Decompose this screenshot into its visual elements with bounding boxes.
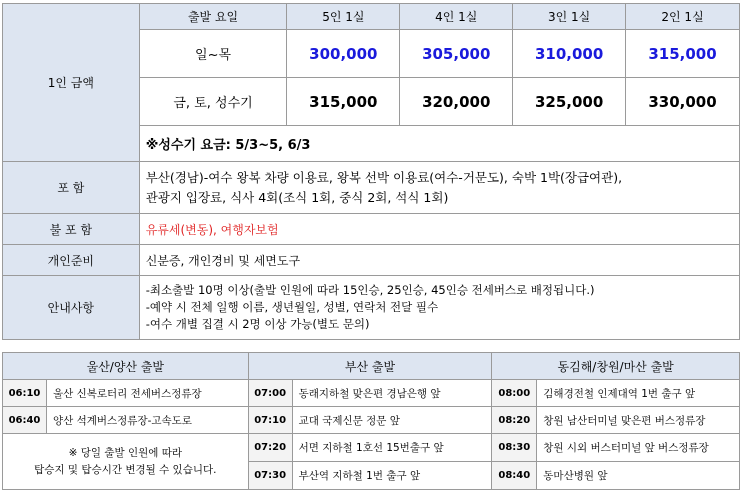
price-cell: 300,000 — [287, 30, 400, 78]
price-cell: 330,000 — [626, 78, 740, 126]
busan-departure-title: 부산 출발 — [248, 353, 492, 380]
notice-text — [139, 276, 739, 340]
personal-prep-label: 개인준비 — [3, 245, 140, 276]
departure-time: 08:40 — [492, 462, 537, 490]
departure-time: 08:00 — [492, 380, 537, 407]
notice-label: 안내사항 — [3, 276, 140, 340]
price-cell: 315,000 — [287, 78, 400, 126]
per-person-label: 1인 금액 — [3, 4, 140, 162]
departure-time: 06:10 — [3, 380, 47, 407]
departure-time: 07:30 — [248, 462, 292, 490]
departure-place: 동래지하철 맞은편 경남은행 앞 — [292, 380, 492, 407]
departure-time: 08:30 — [492, 434, 537, 462]
departure-place: 창원 남산터미널 맞은편 버스정류장 — [537, 407, 740, 434]
departure-time: 07:00 — [248, 380, 292, 407]
peak-season-note: ※성수기 요금: 5/3~5, 6/3 — [139, 126, 739, 162]
price-cell: 305,000 — [400, 30, 513, 78]
excluded-text: 유류세(변동), 여행자보험 — [139, 214, 739, 245]
departure-place: 교대 국제신문 정문 앞 — [292, 407, 492, 434]
departure-time: 07:20 — [248, 434, 292, 462]
price-cell: 325,000 — [513, 78, 626, 126]
gimhae-departure-title: 동김해/창원/마산 출발 — [492, 353, 740, 380]
departure-change-note — [3, 434, 249, 490]
notice-line: -예약 시 전체 일행 이름, 생년월일, 성별, 연락처 전달 필수 — [145, 300, 439, 314]
departure-time: 06:40 — [3, 407, 47, 434]
price-cell: 315,000 — [626, 30, 740, 78]
ulsan-departure-title: 울산/양산 출발 — [3, 353, 249, 380]
departure-time: 08:20 — [492, 407, 537, 434]
excluded-label: 불 포 함 — [3, 214, 140, 245]
included-line: 관광지 입장료, 식사 4회(조식 1회, 중식 2회, 석식 1회) — [145, 189, 449, 205]
departure-place: 양산 석계버스정류장-고속도로 — [46, 407, 248, 434]
departure-place: 부산역 지하철 1번 출구 앞 — [292, 462, 492, 490]
departure-place: 동마산병원 앞 — [537, 462, 740, 490]
departure-place: 김해경전철 인제대역 1번 출구 앞 — [537, 380, 740, 407]
departure-table — [2, 352, 740, 490]
room-header: 2인 1실 — [626, 4, 740, 30]
room-header: 5인 1실 — [287, 4, 400, 30]
room-header: 3인 1실 — [513, 4, 626, 30]
included-text — [139, 162, 739, 214]
price-cell: 320,000 — [400, 78, 513, 126]
room-header: 4인 1실 — [400, 4, 513, 30]
price-cell: 310,000 — [513, 30, 626, 78]
departure-day-header: 출발 요일 — [139, 4, 287, 30]
note-line: ※ 당일 출발 인원에 따라 — [68, 446, 183, 459]
notice-line: -여수 개별 집결 시 2명 이상 가능(별도 문의) — [145, 317, 370, 331]
day-label: 금, 토, 성수기 — [139, 78, 287, 126]
included-line: 부산(경남)-여수 왕복 차량 이용료, 왕복 선박 이용료(여수-거문도), 숙박 1박(장급여관), — [145, 169, 623, 185]
departure-time: 07:10 — [248, 407, 292, 434]
note-line: 탑승지 및 탑승시간 변경될 수 있습니다. — [34, 463, 217, 476]
departure-place: 창원 시외 버스터미널 앞 버스정류장 — [537, 434, 740, 462]
notice-line: -최소출발 10명 이상(출발 인원에 따라 15인승, 25인승, 45인승 전세버스로 배정됩니다.) — [145, 283, 595, 297]
pricing-table — [2, 3, 740, 340]
departure-place: 서면 지하철 1호선 15번출구 앞 — [292, 434, 492, 462]
departure-place: 울산 신복로터리 전세버스정류장 — [46, 380, 248, 407]
included-label: 포 함 — [3, 162, 140, 214]
personal-prep-text: 신분증, 개인경비 및 세면도구 — [139, 245, 739, 276]
day-label: 일~목 — [139, 30, 287, 78]
